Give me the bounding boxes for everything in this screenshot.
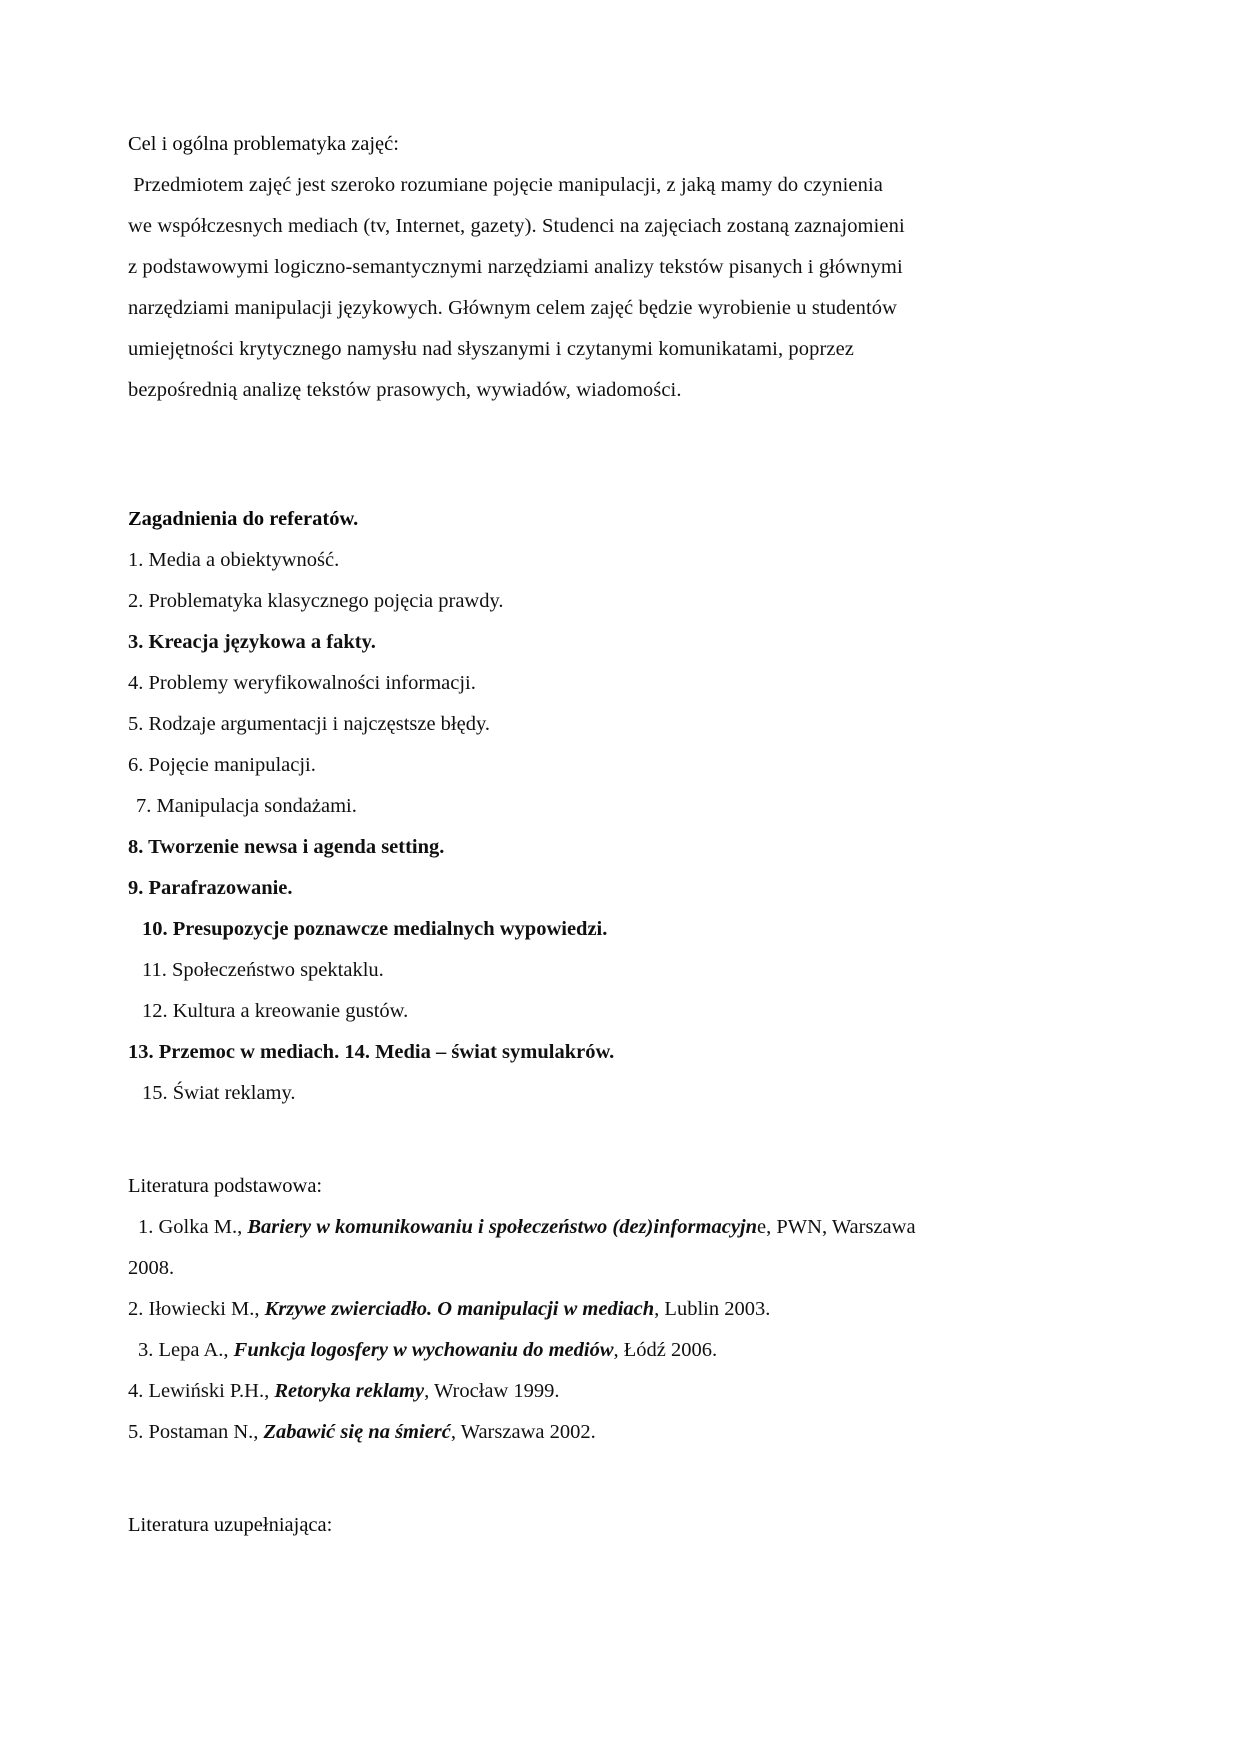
list-item: 11. Społeczeństwo spektaklu. (142, 959, 384, 981)
list-item: 9. Parafrazowanie. (128, 877, 293, 899)
reference-suffix: , Łódź 2006. (613, 1339, 718, 1361)
section-primary-literature (128, 1166, 1023, 1453)
reference-prefix: 4. Lewiński P.H., (128, 1380, 275, 1402)
reference-prefix: 3. Lepa A., (138, 1339, 234, 1361)
section-aim-paragraph (128, 165, 1023, 411)
section-gap (128, 1453, 1023, 1505)
reference-entry (128, 1412, 1023, 1453)
reference-entry (128, 1207, 1023, 1248)
list-item: 12. Kultura a kreowanie gustów. (142, 1000, 409, 1022)
list-item: 13. Przemoc w mediach. 14. Media – świat symulakrów. (128, 1041, 615, 1063)
paragraph-line: we współczesnych mediach (tv, Internet, gazety). Studenci na zajęciach zostaną zaznajomieni (128, 215, 905, 237)
list-item: 4. Problemy weryfikowalności informacji. (128, 672, 476, 694)
reference-title: Retoryka reklamy (274, 1380, 425, 1402)
list-item: 10. Presupozycje poznawcze medialnych wypowiedzi. (142, 918, 608, 940)
paragraph-line: bezpośrednią analizę tekstów prasowych, wywiadów, wiadomości. (128, 379, 682, 401)
paragraph-line: umiejętności krytycznego namysłu nad słyszanymi i czytanymi komunikatami, poprzez (128, 338, 854, 360)
reference-suffix: , PWN, Warszawa (766, 1216, 916, 1238)
section-gap (128, 411, 1023, 499)
reference-title: Krzywe zwierciadło. O manipulacji w mediach (264, 1298, 655, 1320)
list-item: 2. Problematyka klasycznego pojęcia prawdy. (128, 590, 504, 612)
reference-prefix: 1. Golka M., (138, 1216, 248, 1238)
list-item: 8. Tworzenie newsa i agenda setting. (128, 836, 445, 858)
list-item: 5. Rodzaje argumentacji i najczęstsze błędy. (128, 713, 491, 735)
reference-prefix: 5. Postaman N., (128, 1421, 264, 1443)
reference-title: Funkcja logosfery w wychowaniu do mediów (233, 1339, 614, 1361)
list-item: 7. Manipulacja sondażami. (136, 795, 357, 817)
reference-suffix: , Warszawa 2002. (450, 1421, 596, 1443)
list-item: 6. Pojęcie manipulacji. (128, 754, 316, 776)
paragraph-line: narzędziami manipulacji językowych. Głównym celem zajęć będzie wyrobienie u studentów (128, 297, 897, 319)
reference-title: Bariery w komunikowaniu i społeczeństwo (dez)informacyjn (247, 1216, 758, 1238)
paragraph-line: Przedmiotem zajęć jest szeroko rozumiane pojęcie manipulacji, z jaką mamy do czynienia (128, 174, 883, 196)
section-primary-literature-heading: Literatura podstawowa: (128, 1175, 323, 1197)
section-topics (128, 499, 1023, 1114)
section-additional-literature-heading: Literatura uzupełniająca: (128, 1514, 333, 1536)
reference-entry (128, 1289, 1023, 1330)
list-item: 15. Świat reklamy. (142, 1082, 296, 1104)
reference-entry (128, 1371, 1023, 1412)
reference-suffix: , Lublin 2003. (654, 1298, 771, 1320)
list-item: 3. Kreacja językowa a fakty. (128, 631, 376, 653)
list-item: 1. Media a obiektywność. (128, 549, 340, 571)
section-additional-literature (128, 1505, 1023, 1546)
reference-wrap-line: 2008. (128, 1257, 175, 1279)
document-body (128, 124, 1023, 1546)
reference-title-tail: e (757, 1216, 767, 1238)
section-aim-heading: Cel i ogólna problematyka zajęć: (128, 133, 399, 155)
topics-list (128, 540, 1023, 1114)
section-aim (128, 124, 1023, 411)
reference-prefix: 2. Iłowiecki M., (128, 1298, 265, 1320)
section-topics-heading: Zagadnienia do referatów. (128, 508, 359, 530)
paragraph-line: z podstawowymi logiczno-semantycznymi narzędziami analizy tekstów pisanych i głównymi (128, 256, 903, 278)
reference-suffix: , Wrocław 1999. (424, 1380, 560, 1402)
reference-entry (128, 1330, 1023, 1371)
section-gap (128, 1114, 1023, 1166)
reference-title: Zabawić się na śmierć (263, 1421, 451, 1443)
